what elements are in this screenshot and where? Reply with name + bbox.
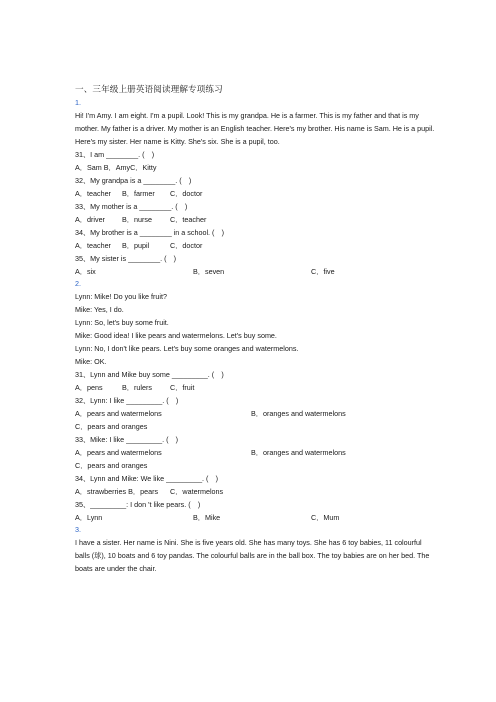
option-c: C．fruit: [170, 383, 195, 392]
option-a: A．teacher: [75, 189, 111, 198]
options-row: [75, 446, 435, 459]
options-row: [75, 213, 435, 226]
section-number: 2.: [75, 279, 81, 288]
worksheet-heading: 一、三年级上册英语阅读理解专项练习: [75, 84, 223, 94]
option-a: A．six: [75, 267, 96, 276]
section-number: 3.: [75, 525, 81, 534]
worksheet-page: [75, 82, 435, 575]
option-a: A．pears and watermelons: [75, 409, 162, 418]
option-a: A．driver: [75, 215, 105, 224]
dialogue-line: Lynn: No, I don't like pears. Let's buy some oranges and watermelons.: [75, 344, 299, 353]
options-row: [75, 239, 435, 252]
option-b: B．oranges and watermelons: [251, 448, 346, 457]
option-a: A．pears and watermelons: [75, 448, 162, 457]
dialogue-line: Mike: Good idea! I like pears and watermelons. Let's buy some.: [75, 331, 277, 340]
dialogue-line: Mike: OK.: [75, 357, 107, 366]
dialogue-line: Mike: Yes, I do.: [75, 305, 124, 314]
option-ab: A．strawberries B．pears: [75, 487, 159, 496]
option-a: A．teacher: [75, 241, 111, 250]
options-row: [75, 161, 435, 174]
option-c: C．teacher: [170, 215, 207, 224]
option-b: B．oranges and watermelons: [251, 409, 346, 418]
question-text: 32、My grandpa is a ________. ( ): [75, 176, 192, 185]
section-3: [75, 524, 435, 575]
options-row: [75, 485, 435, 498]
dialogue-line: Lynn: So, let's buy some fruit.: [75, 318, 169, 327]
option-b: B．Mike: [193, 513, 221, 522]
question-text: 35、_________: I don 't like pears. ( ): [75, 500, 201, 509]
option-b: B．pupil: [122, 241, 150, 250]
question-text: 35、My sister is ________. ( ): [75, 254, 177, 263]
question-text: 33、My mother is a ________. ( ): [75, 202, 188, 211]
section-2: [75, 278, 435, 524]
question-text: 33、Mike: I like _________. ( ): [75, 435, 179, 444]
dialogue-line: Lynn: Mike! Do you like fruit?: [75, 292, 168, 301]
option-c: C．pears and oranges: [75, 461, 148, 470]
question-text: 34、My brother is a ________ in a school. ( ): [75, 228, 225, 237]
options-row: [75, 407, 435, 420]
option-c: C．Mum: [311, 513, 340, 522]
question-text: 31、I am ________. ( ): [75, 150, 155, 159]
question-text: 31、Lynn and Mike buy some _________. ( ): [75, 370, 224, 379]
option-b: B．nurse: [122, 215, 152, 224]
option-b: B．farmer: [122, 189, 155, 198]
option-b: B．seven: [193, 267, 225, 276]
option-c: C．five: [311, 267, 335, 276]
option-a: A．Lynn: [75, 513, 103, 522]
option-c: C．doctor: [170, 189, 203, 198]
option: A．Sam B．AmyC．Kitty: [75, 163, 157, 172]
question-text: 32、Lynn: I like _________. ( ): [75, 396, 179, 405]
option-c: C．watermelons: [170, 487, 224, 496]
options-row: [75, 511, 435, 524]
passage: I have a sister. Her name is Nini. She is five years old. She has many toys. She has 6 toy babies, 11 colourful balls (球), 10 boats and 6 toy pandas. The colourful balls are in the ball box. The toy babies are on her bed. The boats are under the chair.: [75, 538, 430, 573]
section-1: [75, 97, 435, 278]
option-b: B．rulers: [122, 383, 152, 392]
passage: Hi! I'm Amy. I am eight. I'm a pupil. Look! This is my grandpa. He is a farmer. This is my father and that is my mother. My father is a driver. My mother is an English teacher. Here's my brother. His name is Sam. He is a pupil. Here's my sister. Her name is Kitty. She's six. She is a pupil, too.: [75, 111, 435, 146]
options-row: [75, 381, 435, 394]
option-c: C．doctor: [170, 241, 203, 250]
question-text: 34、Lynn and Mike: We like _________. ( ): [75, 474, 219, 483]
options-row: [75, 265, 435, 278]
option-a: A．pens: [75, 383, 103, 392]
option-c: C．pears and oranges: [75, 422, 148, 431]
options-row: [75, 187, 435, 200]
section-number: 1.: [75, 98, 81, 107]
